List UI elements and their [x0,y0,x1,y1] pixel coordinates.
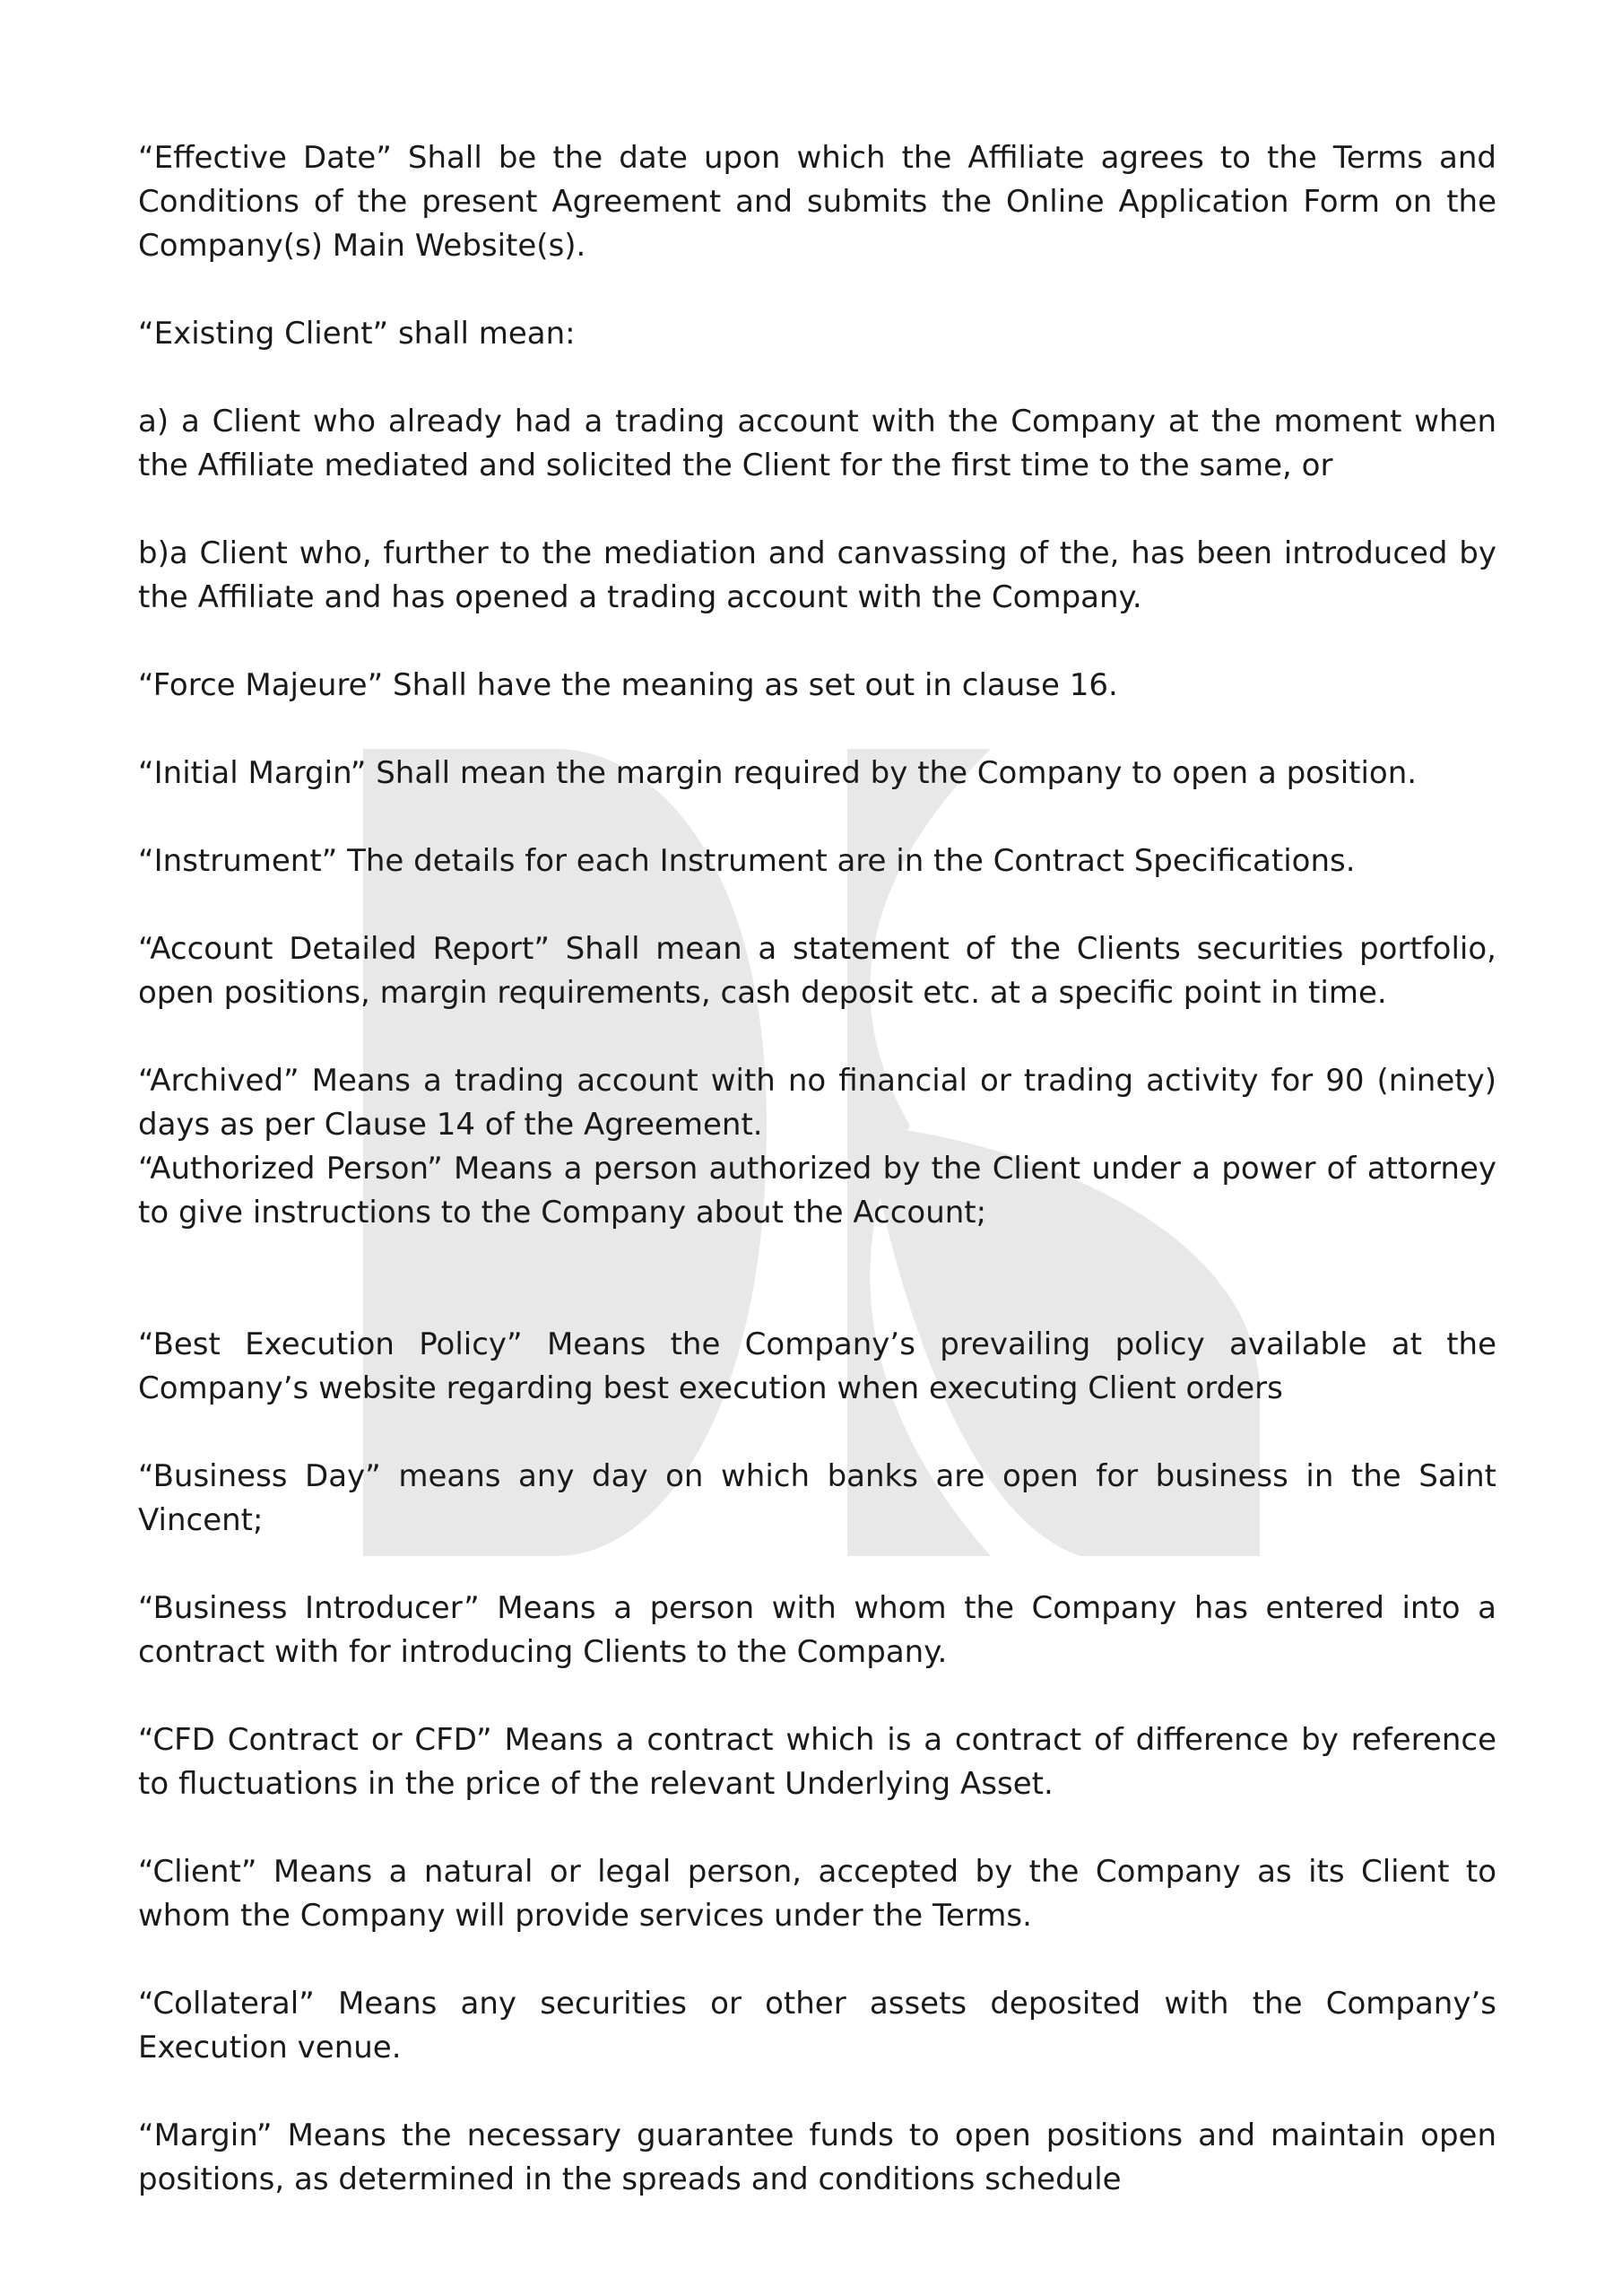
definition-client: “Client” Means a natural or legal person, accepted by the Company as its Client to whom the Company will provide services under the Terms. [138,1854,1496,1934]
definition-instrument: “Instrument” The details for each Instrument are in the Contract Specifications. [138,843,1356,879]
definition-initial-margin: “Initial Margin” Shall mean the margin required by the Company to open a position. [138,755,1418,791]
definition-force-majeure: “Force Majeure” Shall have the meaning as set out in clause 16. [138,667,1118,703]
definition-account-detailed-report: “Account Detailed Report” Shall mean a statement of the Clients securities portfolio, open positions, margin requirements, cash deposit etc. at a specific point in time. [138,931,1496,1011]
definition-archived: “Archived” Means a trading account with no financial or trading activity for 90 (ninety) days as per Clause 14 of the Agreement. [138,1063,1496,1143]
definition-effective-date: “Effective Date” Shall be the date upon which the Affiliate agrees to the Terms and Conditions of the present Agreement and submits the Online Application Form on the Company(s) Main Website(s). [138,140,1496,264]
definition-business-introducer: “Business Introducer” Means a person with whom the Company has entered into a contract with for introducing Clients to the Company. [138,1590,1496,1670]
definition-business-day: “Business Day” means any day on which banks are open for business in the Saint Vincent; [138,1458,1496,1538]
definition-authorized-person: “Authorized Person” Means a person authorized by the Client under a power of attorney to give instructions to the Company about the Account; [138,1151,1496,1231]
definition-best-execution-policy: “Best Execution Policy” Means the Company’s prevailing policy available at the Company’s website regarding best execution when executing Client orders [138,1326,1496,1406]
existing-client-item-a: a) a Client who already had a trading account with the Company at the moment when the Affiliate mediated and solicited the Client for the first time to the same, or [138,404,1496,483]
definition-cfd-contract: “CFD Contract or CFD” Means a contract which is a contract of difference by reference to fluctuations in the price of the relevant Underlying Asset. [138,1722,1496,1802]
existing-client-item-b: b)a Client who, further to the mediation and canvassing of the, has been introduced by the Affiliate and has opened a trading account with the Company. [138,535,1496,615]
definition-margin: “Margin” Means the necessary guarantee funds to open positions and maintain open positions, as determined in the spreads and conditions schedule [138,2118,1496,2197]
definition-collateral: “Collateral” Means any securities or other assets deposited with the Company’s Execution venue. [138,1986,1496,2066]
definition-existing-client: “Existing Client” shall mean: [138,316,576,352]
